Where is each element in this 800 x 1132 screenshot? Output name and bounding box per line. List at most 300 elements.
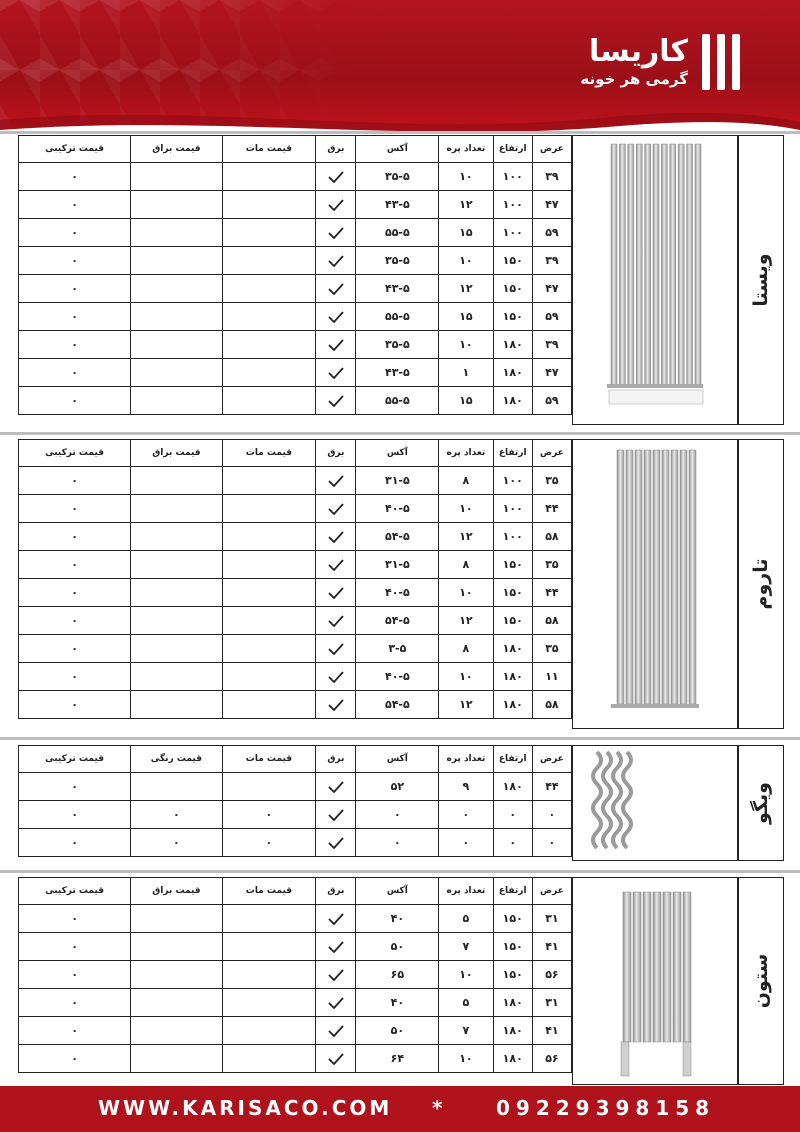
cell-count: ۱۲ (439, 691, 493, 719)
cell-count: ۱۲ (439, 275, 493, 303)
cell-glossy (131, 579, 222, 607)
cell-color-price (131, 773, 222, 801)
table-row (19, 387, 572, 415)
cell-count: ۱۰ (439, 579, 493, 607)
cell-matte: ۰ (222, 801, 316, 829)
radiator-tube (611, 144, 617, 386)
col-matte: قیمت مات (222, 878, 316, 905)
cell-height: ۱۰۰ (493, 467, 532, 495)
col-combined: قیمت ترکیبی (19, 878, 131, 905)
cell-matte (222, 989, 316, 1017)
cell-color-price: ۰ (131, 801, 222, 829)
cell-height: ۱۰۰ (493, 191, 532, 219)
brand-tagline: گرمی هر خونه (580, 70, 688, 88)
check-icon (328, 809, 344, 821)
cell-matte (222, 635, 316, 663)
cell-width: ۴۱ (532, 1017, 571, 1045)
col-combined: قیمت ترکیبی (19, 746, 131, 773)
cell-matte (222, 219, 316, 247)
check-icon (328, 699, 344, 711)
col-width: عرض (532, 136, 571, 163)
cell-combined: ۰ (19, 691, 131, 719)
cell-axis: ۶۵ (356, 961, 439, 989)
cell-width: ۳۵ (532, 467, 571, 495)
cell-matte (222, 933, 316, 961)
section-divider (0, 870, 800, 873)
cell-glossy (131, 359, 222, 387)
cell-combined: ۰ (19, 331, 131, 359)
cell-electric (316, 275, 356, 303)
table-row (19, 551, 572, 579)
cell-color-price: ۰ (131, 829, 222, 857)
brand-name: کاریسا (588, 34, 688, 69)
cell-electric (316, 663, 356, 691)
cell-matte (222, 607, 316, 635)
cell-count: ۰ (439, 801, 493, 829)
cell-height: ۱۵۰ (493, 247, 532, 275)
cell-height: ۱۸۰ (493, 1017, 532, 1045)
radiator-tube (653, 892, 661, 1042)
check-icon (328, 941, 344, 953)
check-icon (328, 1053, 344, 1065)
cell-glossy (131, 523, 222, 551)
cell-height: ۱۸۰ (493, 387, 532, 415)
cell-electric (316, 829, 356, 857)
cell-width: ۵۶ (532, 1045, 571, 1073)
footer-phone[interactable]: 09229398158 (496, 1096, 716, 1120)
footer-website[interactable]: WWW.KARISACO.COM (98, 1096, 393, 1120)
col-combined: قیمت ترکیبی (19, 136, 131, 163)
cell-width: ۴۷ (532, 359, 571, 387)
cell-combined: ۰ (19, 663, 131, 691)
cell-height: ۱۸۰ (493, 359, 532, 387)
cell-height: ۰ (493, 829, 532, 857)
cell-width: ۴۷ (532, 275, 571, 303)
radiator-tube (663, 892, 671, 1042)
col-matte: قیمت مات (222, 136, 316, 163)
cell-glossy (131, 275, 222, 303)
check-icon (328, 997, 344, 1009)
radiator-vigo-icon (573, 746, 737, 860)
cell-combined: ۰ (19, 961, 131, 989)
col-matte: قیمت مات (222, 440, 316, 467)
cell-count: ۰ (439, 829, 493, 857)
cell-height: ۱۸۰ (493, 635, 532, 663)
cell-combined: ۰ (19, 359, 131, 387)
table-row (19, 523, 572, 551)
cell-axis: ۵۴-۵ (356, 691, 439, 719)
product-name: ستون (750, 953, 772, 1009)
cell-width: ۵۶ (532, 961, 571, 989)
radiator-tube (678, 144, 684, 386)
radiator-tube (636, 144, 642, 386)
cell-height: ۱۰۰ (493, 523, 532, 551)
cell-matte: ۰ (222, 829, 316, 857)
cell-combined: ۰ (19, 933, 131, 961)
cell-axis: ۵۵-۵ (356, 303, 439, 331)
cell-matte (222, 905, 316, 933)
cell-height: ۱۰۰ (493, 495, 532, 523)
product-image-vista (572, 135, 738, 425)
cell-glossy (131, 663, 222, 691)
cell-electric (316, 1045, 356, 1073)
check-icon (328, 367, 344, 379)
header-wave (0, 100, 800, 132)
cell-matte (222, 663, 316, 691)
cell-glossy (131, 1017, 222, 1045)
cell-matte (222, 275, 316, 303)
cell-electric (316, 387, 356, 415)
cell-axis: ۰ (356, 801, 439, 829)
cell-height: ۱۵۰ (493, 607, 532, 635)
radiator-tube (687, 144, 693, 386)
cell-width: ۴۴ (532, 773, 571, 801)
col-height: ارتفاع (493, 878, 532, 905)
radiator-tube (680, 450, 687, 704)
cell-electric (316, 331, 356, 359)
cell-glossy (131, 905, 222, 933)
table-row (19, 607, 572, 635)
cell-count: ۱۰ (439, 1045, 493, 1073)
cell-matte (222, 1045, 316, 1073)
cell-matte (222, 467, 316, 495)
check-icon (328, 1025, 344, 1037)
cell-height: ۱۰۰ (493, 219, 532, 247)
table-row (19, 773, 572, 801)
table-row (19, 663, 572, 691)
col-count: تعداد پره (439, 136, 493, 163)
check-icon (328, 671, 344, 683)
product-name: تاروم (750, 558, 772, 610)
cell-width: ۳۱ (532, 989, 571, 1017)
product-name: ویگو (750, 782, 772, 824)
check-icon (328, 615, 344, 627)
cell-count: ۱۰ (439, 495, 493, 523)
col-electric: برق (316, 440, 356, 467)
table-row (19, 163, 572, 191)
cell-width: ۳۵ (532, 635, 571, 663)
cell-height: ۱۵۰ (493, 551, 532, 579)
cell-electric (316, 359, 356, 387)
col-glossy: قیمت براق (131, 440, 222, 467)
col-count: تعداد پره (439, 746, 493, 773)
cell-count: ۱۵ (439, 387, 493, 415)
table-row (19, 691, 572, 719)
col-color-price: قیمت رنگی (131, 746, 222, 773)
check-icon (328, 837, 344, 849)
cell-electric (316, 579, 356, 607)
check-icon (328, 559, 344, 571)
radiator-tube (619, 144, 625, 386)
cell-axis: ۵۲ (356, 773, 439, 801)
cell-axis: ۶۴ (356, 1045, 439, 1073)
cell-axis: ۳۵-۵ (356, 163, 439, 191)
cell-width: ۴۴ (532, 495, 571, 523)
header-banner (0, 0, 800, 132)
product-image-tarom (572, 439, 738, 729)
cell-glossy (131, 163, 222, 191)
cell-count: ۱ (439, 359, 493, 387)
cell-matte (222, 495, 316, 523)
brand-logo (550, 34, 740, 94)
cell-count: ۹ (439, 773, 493, 801)
table-row (19, 219, 572, 247)
col-glossy: قیمت براق (131, 878, 222, 905)
table-row (19, 579, 572, 607)
cell-electric (316, 961, 356, 989)
cell-height: ۱۸۰ (493, 1045, 532, 1073)
check-icon (328, 913, 344, 925)
footer-separator: * (432, 1096, 446, 1120)
cell-axis: ۳-۵ (356, 635, 439, 663)
table-row (19, 495, 572, 523)
cell-width: ۵۸ (532, 691, 571, 719)
check-icon (328, 199, 344, 211)
table-row (19, 961, 572, 989)
cell-matte (222, 191, 316, 219)
table-row (19, 1017, 572, 1045)
table-row (19, 247, 572, 275)
check-icon (328, 283, 344, 295)
cell-height: ۱۵۰ (493, 961, 532, 989)
cell-axis: ۴۰ (356, 989, 439, 1017)
col-width: عرض (532, 746, 571, 773)
radiator-vista-icon (573, 136, 737, 424)
cell-glossy (131, 961, 222, 989)
radiator-tube (626, 450, 633, 704)
radiator-tube (670, 144, 676, 386)
radiator-tube (621, 1042, 629, 1076)
radiator-tube (603, 752, 611, 848)
cell-axis: ۴۰-۵ (356, 579, 439, 607)
cell-electric (316, 1017, 356, 1045)
cell-glossy (131, 989, 222, 1017)
cell-combined: ۰ (19, 551, 131, 579)
check-icon (328, 227, 344, 239)
radiator-tube (689, 450, 696, 704)
section-tarom (0, 439, 800, 729)
radiator-tube (623, 892, 631, 1042)
cell-height: ۱۸۰ (493, 989, 532, 1017)
product-name-box (738, 439, 784, 729)
cell-matte (222, 523, 316, 551)
cell-matte (222, 691, 316, 719)
cell-matte (222, 551, 316, 579)
check-icon (328, 475, 344, 487)
cell-width: ۳۹ (532, 331, 571, 359)
cell-axis: ۳۱-۵ (356, 467, 439, 495)
logo-bars-icon (700, 34, 740, 90)
cell-width: ۰ (532, 801, 571, 829)
col-axis: آکس (356, 878, 439, 905)
cell-combined: ۰ (19, 275, 131, 303)
table-row (19, 829, 572, 857)
cell-combined: ۰ (19, 163, 131, 191)
cell-combined: ۰ (19, 635, 131, 663)
radiator-tube (633, 892, 641, 1042)
cell-axis: ۳۱-۵ (356, 551, 439, 579)
table-row (19, 635, 572, 663)
table-row (19, 191, 572, 219)
cell-height: ۱۵۰ (493, 275, 532, 303)
table-row (19, 905, 572, 933)
radiator-tube (661, 144, 667, 386)
radiator-tarom-icon (573, 440, 737, 728)
section-divider (0, 131, 800, 134)
cell-combined: ۰ (19, 829, 131, 857)
table-row (19, 801, 572, 829)
cell-electric (316, 467, 356, 495)
col-axis: آکس (356, 440, 439, 467)
cell-height: ۱۵۰ (493, 303, 532, 331)
cell-combined: ۰ (19, 191, 131, 219)
cell-electric (316, 247, 356, 275)
table-row (19, 1045, 572, 1073)
col-electric: برق (316, 136, 356, 163)
check-icon (328, 531, 344, 543)
section-vigo (0, 745, 800, 863)
cell-matte (222, 163, 316, 191)
cell-axis: ۴۰ (356, 905, 439, 933)
section-divider (0, 737, 800, 740)
product-image-vigo (572, 745, 738, 861)
cell-count: ۵ (439, 905, 493, 933)
check-icon (328, 587, 344, 599)
cell-combined: ۰ (19, 495, 131, 523)
cell-matte (222, 247, 316, 275)
footer-bar (0, 1086, 800, 1132)
cell-combined: ۰ (19, 607, 131, 635)
price-table (18, 135, 572, 415)
cell-glossy (131, 635, 222, 663)
cell-glossy (131, 1045, 222, 1073)
radiator-tube (593, 752, 601, 848)
cell-count: ۱۲ (439, 607, 493, 635)
cell-count: ۱۰ (439, 663, 493, 691)
radiator-tube (683, 1042, 691, 1076)
cell-width: ۵۹ (532, 387, 571, 415)
cell-axis: ۴۳-۵ (356, 191, 439, 219)
radiator-tube (613, 752, 621, 848)
cell-width: ۴۴ (532, 579, 571, 607)
radiator-tube (653, 144, 659, 386)
cell-width: ۵۹ (532, 219, 571, 247)
cell-axis: ۴۳-۵ (356, 275, 439, 303)
table-row (19, 331, 572, 359)
cell-axis: ۵۴-۵ (356, 523, 439, 551)
cell-count: ۱۰ (439, 163, 493, 191)
cell-electric (316, 691, 356, 719)
col-axis: آکس (356, 136, 439, 163)
cell-matte (222, 773, 316, 801)
product-name-box (738, 745, 784, 861)
col-electric: برق (316, 746, 356, 773)
cell-matte (222, 1017, 316, 1045)
cell-combined: ۰ (19, 989, 131, 1017)
cell-matte (222, 579, 316, 607)
cell-glossy (131, 191, 222, 219)
cell-glossy (131, 387, 222, 415)
price-table (18, 877, 572, 1073)
cell-count: ۱۰ (439, 331, 493, 359)
cell-width: ۳۹ (532, 247, 571, 275)
cell-combined: ۰ (19, 905, 131, 933)
cell-electric (316, 219, 356, 247)
cell-count: ۷ (439, 1017, 493, 1045)
cell-height: ۱۸۰ (493, 331, 532, 359)
cell-combined: ۰ (19, 579, 131, 607)
radiator-tube (644, 450, 651, 704)
cell-axis: ۵۴-۵ (356, 607, 439, 635)
check-icon (328, 395, 344, 407)
radiator-tube (653, 450, 660, 704)
cell-combined: ۰ (19, 773, 131, 801)
cell-combined: ۰ (19, 1017, 131, 1045)
cell-electric (316, 191, 356, 219)
cell-width: ۱۱ (532, 663, 571, 691)
cell-width: ۵۹ (532, 303, 571, 331)
radiator-tube (671, 450, 678, 704)
cell-glossy (131, 331, 222, 359)
cell-electric (316, 801, 356, 829)
check-icon (328, 969, 344, 981)
cell-glossy (131, 247, 222, 275)
price-table (18, 745, 572, 857)
cell-width: ۳۵ (532, 551, 571, 579)
col-count: تعداد پره (439, 878, 493, 905)
cell-count: ۱۵ (439, 303, 493, 331)
radiator-tube (617, 450, 624, 704)
cell-electric (316, 551, 356, 579)
check-icon (328, 311, 344, 323)
cell-electric (316, 303, 356, 331)
cell-width: ۵۸ (532, 607, 571, 635)
cell-electric (316, 773, 356, 801)
cell-axis: ۵۰ (356, 1017, 439, 1045)
col-electric: برق (316, 878, 356, 905)
cell-axis: ۵۵-۵ (356, 219, 439, 247)
cell-electric (316, 989, 356, 1017)
col-height: ارتفاع (493, 136, 532, 163)
cell-height: ۱۸۰ (493, 663, 532, 691)
radiator-tube (643, 892, 651, 1042)
price-table (18, 439, 572, 719)
cell-glossy (131, 495, 222, 523)
check-icon (328, 781, 344, 793)
radiator-tube (635, 450, 642, 704)
col-combined: قیمت ترکیبی (19, 440, 131, 467)
col-glossy: قیمت براق (131, 136, 222, 163)
cell-width: ۳۱ (532, 905, 571, 933)
cell-combined: ۰ (19, 247, 131, 275)
cell-matte (222, 359, 316, 387)
product-image-sotun (572, 877, 738, 1085)
cell-width: ۴۷ (532, 191, 571, 219)
col-count: تعداد پره (439, 440, 493, 467)
cell-height: ۰ (493, 801, 532, 829)
cell-axis: ۴۳-۵ (356, 359, 439, 387)
cell-electric (316, 495, 356, 523)
check-icon (328, 255, 344, 267)
cell-glossy (131, 219, 222, 247)
cell-electric (316, 635, 356, 663)
cell-width: ۵۸ (532, 523, 571, 551)
cell-count: ۱۵ (439, 219, 493, 247)
cell-electric (316, 523, 356, 551)
cell-combined: ۰ (19, 523, 131, 551)
col-width: عرض (532, 440, 571, 467)
cell-height: ۱۸۰ (493, 691, 532, 719)
